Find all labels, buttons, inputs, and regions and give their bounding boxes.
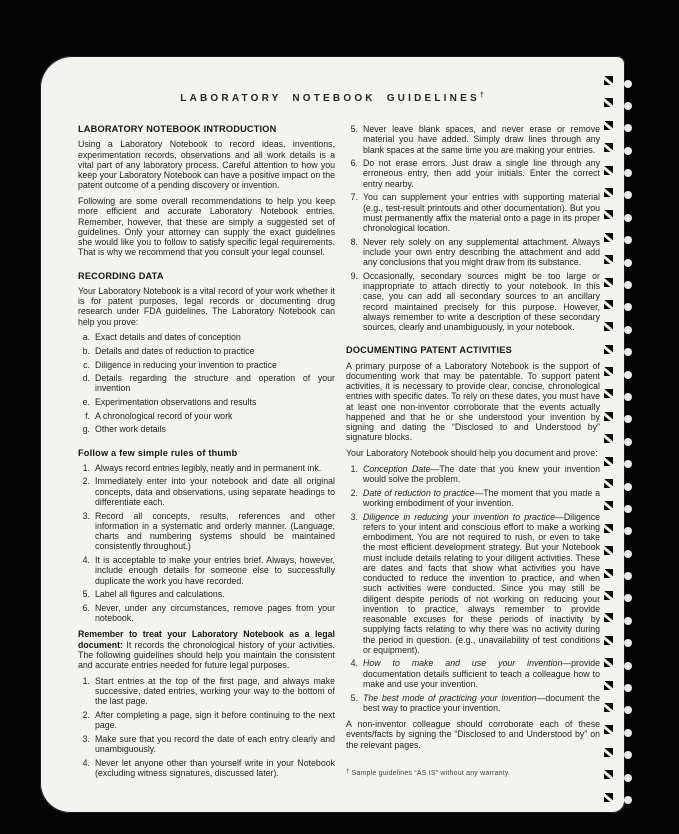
list-marker: 4. — [350, 658, 358, 669]
list-marker: 3. — [82, 733, 90, 744]
list-text: Diligence in reducing your invention to practice — [95, 359, 277, 370]
lettered-list — [78, 332, 335, 434]
spiral-hole-icon — [604, 703, 613, 712]
spiral-hole-icon — [604, 501, 613, 510]
item-lead-italic: How to make and use your invention — [363, 658, 563, 669]
list-text: You can supplement your entries with supporting material (e.g., test-result printouts and other documentation). But you must permanently affix the material onto a page in its proper chronological location. — [363, 192, 600, 234]
spiral-hole-icon — [604, 636, 613, 645]
list-item — [346, 237, 600, 268]
spiral-hole-icon — [604, 725, 613, 734]
list-text: Never, under any circumstances, remove pages from your notebook. — [95, 602, 335, 624]
spiral-hole-icon — [604, 569, 613, 578]
list-item — [78, 397, 335, 407]
list-text: Experimentation observations and results — [95, 397, 257, 408]
intro-paragraph: Using a Laboratory Notebook to record ideas, inventions, experimentation records, observations and all work details is a vital part of any laboratory process. Careful attention to how you keep your Laboratory Notebook can have a positive impact on the patent outcome of a pending discovery or invention. — [78, 139, 335, 191]
list-item — [346, 658, 600, 689]
list-marker: 2. — [350, 487, 358, 498]
spiral-hole-icon — [604, 457, 613, 466]
list-marker: 5. — [350, 124, 358, 134]
section-heading-documenting-patent: DOCUMENTING PATENT ACTIVITIES — [346, 345, 512, 356]
list-text — [363, 693, 600, 714]
list-text: Other work details — [95, 424, 166, 435]
item-lead-italic: Diligence in reducing your invention to practice — [363, 511, 556, 522]
list-item — [78, 424, 335, 434]
list-text: Always record entries legibly, neatly and in permanent ink. — [95, 462, 322, 473]
list-text: Record all concepts, results, references and other information in a systematic and orderly manner. (Language, charts and numbering systems should be maintained consistently throughout.) — [95, 510, 335, 552]
list-text: After completing a page, sign it before continuing to the next page. — [95, 709, 335, 731]
list-item — [78, 360, 335, 370]
legal-document-rest: It records the chronological history of your activities. The following guidelines should help you maintain the consistent and accurate entries needed for future legal purposes. — [78, 639, 335, 671]
list-item — [346, 192, 600, 233]
list-marker: 4. — [82, 555, 90, 566]
list-item — [346, 158, 600, 189]
spiral-hole-icon — [604, 278, 613, 287]
list-item — [78, 710, 335, 731]
item-rest: —provide documentation details sufficient to teach a colleague how to make and use your invention. — [363, 658, 600, 689]
spiral-binding — [604, 76, 613, 802]
spiral-hole-icon — [604, 367, 613, 376]
numbered-list-legal — [78, 676, 335, 778]
legal-document-bold-lead: Remember to treat your Laboratory Notebook as a legal document: — [78, 629, 335, 650]
list-item — [78, 511, 335, 552]
list-marker: 7. — [350, 192, 358, 203]
list-marker: 3. — [82, 510, 90, 521]
list-item — [78, 676, 335, 707]
list-item — [78, 332, 335, 342]
spiral-hole-icon — [604, 322, 613, 331]
list-item — [346, 464, 600, 485]
list-item — [346, 693, 600, 714]
right-column — [346, 124, 600, 784]
list-marker: 1. — [350, 463, 358, 474]
list-text: Exact details and dates of conception — [95, 332, 241, 343]
spiral-hole-icon — [604, 345, 613, 354]
list-item — [78, 589, 335, 599]
list-text: Details regarding the structure and operation of your invention — [95, 373, 335, 394]
list-text: Never rely solely on any supplemental attachment. Always include your own entry describing the attachment and add any conclusions that you might draw from its substance. — [363, 236, 600, 268]
list-text: Never let anyone other than yourself write in your Notebook (excluding witness signatures, discussed later). — [95, 757, 335, 778]
numbered-list-rules-continued — [346, 124, 600, 332]
documenting-closing-paragraph: A non-inventor colleague should corroborate each of these events/facts by signing the “Disclosed to and Understood by” on the relevant pages. — [346, 719, 600, 750]
list-item — [78, 373, 335, 394]
spiral-hole-icon — [604, 233, 613, 242]
list-marker: 5. — [82, 589, 90, 600]
list-text — [363, 658, 600, 689]
list-marker: 8. — [350, 236, 358, 247]
item-rest: —The date that you knew your invention would solve the problem. — [363, 463, 600, 485]
list-marker: g. — [82, 424, 90, 435]
section-heading-introduction: LABORATORY NOTEBOOK INTRODUCTION — [78, 124, 277, 134]
spiral-hole-icon — [604, 210, 613, 219]
list-text: Label all figures and calculations. — [95, 589, 225, 600]
spiral-hole-icon — [604, 412, 613, 421]
spiral-hole-icon — [604, 389, 613, 398]
spiral-hole-icon — [604, 166, 613, 175]
recording-data-intro: Your Laboratory Notebook is a vital record of your work whether it is for patent purposes, legal records or documenting drug research under FDA guidelines. The Laboratory Notebook can help you prove: — [78, 285, 335, 327]
list-marker: 3. — [350, 511, 358, 522]
documenting-paragraph: A primary purpose of a Laboratory Notebook is the support of documenting work that may be patentable. To support patent activities, it is necessary to provide clear, concise, chronological entries with specific dates. To rely on these dates, you must have at least one non-inventor corroborate that the events actually happened and that he or she understood your invention by signing and dating the “Disclosed to and Understood by” signature blocks. — [346, 360, 600, 443]
list-item — [78, 463, 335, 473]
list-marker: 6. — [82, 602, 90, 613]
list-text — [363, 512, 600, 656]
list-text — [363, 464, 600, 485]
list-item — [78, 603, 335, 624]
spiral-hole-icon — [604, 300, 613, 309]
list-marker: 2. — [82, 709, 90, 720]
spiral-hole-icon — [604, 748, 613, 757]
spiral-hole-icon — [604, 188, 613, 197]
list-text: Do not erase errors. Just draw a single line through any erroneous entry, then add your initials. Enter the correct entry nearby. — [363, 158, 600, 189]
notebook-page — [40, 56, 625, 813]
list-marker: 5. — [350, 692, 358, 703]
spiral-hole-icon — [604, 591, 613, 600]
list-text: Details and dates of reduction to practice — [95, 345, 255, 356]
list-marker: 4. — [82, 757, 90, 768]
documenting-paragraph: Your Laboratory Notebook should help you document and prove: — [346, 448, 598, 459]
intro-paragraph: Following are some overall recommendations to help you keep more efficient and accurate Laboratory Notebook entries. Remember, however, that these are simply a suggested set of guidelines. Only your attorney can supply the exact guidelines she would like you to follow to satisfy specific legal requirements. That is why we recommend that you consult your legal counsel. — [78, 196, 335, 258]
list-marker: 1. — [82, 675, 90, 686]
section-heading-rules-of-thumb: Follow a few simple rules of thumb — [78, 447, 238, 458]
page-title-text: LABORATORY NOTEBOOK GUIDELINES — [180, 93, 480, 104]
list-item — [78, 346, 335, 356]
list-item — [78, 555, 335, 586]
list-text: A chronological record of your work — [95, 410, 233, 421]
list-item — [78, 734, 335, 755]
list-marker: a. — [82, 332, 90, 343]
list-text — [363, 488, 600, 509]
spiral-hole-icon — [604, 479, 613, 488]
spiral-hole-icon — [604, 546, 613, 555]
footnote-dagger: † — [346, 768, 350, 775]
left-column — [78, 124, 335, 784]
item-lead-italic: Conception Date — [363, 463, 431, 474]
list-item — [346, 271, 600, 333]
list-text: Start entries at the top of the first page, and always make successive, dated entries, working your way to the bottom of the last page. — [95, 675, 335, 707]
spiral-hole-icon — [604, 524, 613, 533]
spiral-hole-icon — [604, 770, 613, 779]
item-rest: —Diligence refers to your intent and conscious effort to make a working embodiment. You are not required to rush, or even to take the most efficient development strategy. But your Notebook must include details relating to your diligent activities. These are dates and facts that show what activities you have conducted to reduce the invention to practice, and when such activities were conducted. Since you may still be diligent despite periods of not working on reducing your invention to practice, always remember to provide reasonable excuses for these periods of inactivity by supplying facts relating to why there was no activity during the period in question. (e.g., unavailability of test conditions or equipment). — [363, 511, 600, 655]
list-marker: b. — [82, 345, 90, 356]
item-lead-italic: The best mode of practicing your invention — [363, 692, 537, 703]
item-rest: —The moment that you made a working embodiment of your invention. — [363, 487, 600, 508]
two-column-layout — [78, 124, 600, 784]
list-item — [78, 411, 335, 421]
spiral-hole-icon — [604, 613, 613, 622]
list-marker: e. — [82, 397, 90, 408]
list-marker: d. — [82, 373, 90, 384]
list-item — [346, 512, 600, 656]
page-title — [78, 92, 586, 104]
list-text: Never leave blank spaces, and never erase or remove material you have added. Simply draw lines through any blank spaces at the same time you are making your entries. — [363, 124, 600, 155]
list-marker: 9. — [350, 270, 358, 281]
list-marker: f. — [85, 410, 90, 421]
list-text: Make sure that you record the date of each entry clearly and unambiguously. — [95, 733, 335, 755]
spiral-hole-icon — [604, 793, 613, 802]
section-heading-recording-data: RECORDING DATA — [78, 270, 164, 281]
item-rest: —document the best way to practice your invention. — [363, 692, 600, 713]
list-marker: 2. — [82, 476, 90, 487]
spiral-hole-icon — [604, 76, 613, 85]
list-text: It is acceptable to make your entries brief. Always, however, include enough details for someone else to successfully duplicate the work you have recorded. — [95, 555, 335, 586]
list-text: Immediately enter into your notebook and date all original concepts, data and observations, using separate headings to differentiate each. — [95, 476, 335, 507]
spiral-hole-icon — [604, 434, 613, 443]
title-dagger: † — [479, 92, 484, 99]
spiral-hole-icon — [604, 121, 613, 130]
numbered-list-rules — [78, 463, 335, 623]
list-marker: 6. — [350, 158, 358, 169]
item-lead-italic: Date of reduction to practice — [363, 487, 475, 498]
list-item — [78, 758, 335, 779]
spiral-hole-icon — [604, 681, 613, 690]
footnote — [346, 767, 600, 779]
spiral-hole-icon — [604, 658, 613, 667]
footnote-text: Sample guidelines “AS IS” without any warranty. — [351, 769, 511, 777]
spiral-hole-icon — [604, 98, 613, 107]
spiral-hole-icon — [604, 255, 613, 264]
spiral-hole-icon — [604, 143, 613, 152]
list-marker: 1. — [82, 462, 90, 473]
list-item — [346, 124, 600, 155]
list-marker: c. — [83, 359, 90, 370]
list-text: Occasionally, secondary sources might be too large or inappropriate to attach directly to your notebook. In this case, you can add all secondary sources to an ancillary record maintained precisely for this purpose. However, always remember to write a description of these secondary sources, clearly and unambiguously, in your notebook. — [363, 270, 600, 333]
list-item — [78, 476, 335, 507]
numbered-list-documenting — [346, 464, 600, 713]
list-item — [346, 488, 600, 509]
legal-document-paragraph — [78, 629, 335, 670]
page-content — [40, 56, 625, 813]
